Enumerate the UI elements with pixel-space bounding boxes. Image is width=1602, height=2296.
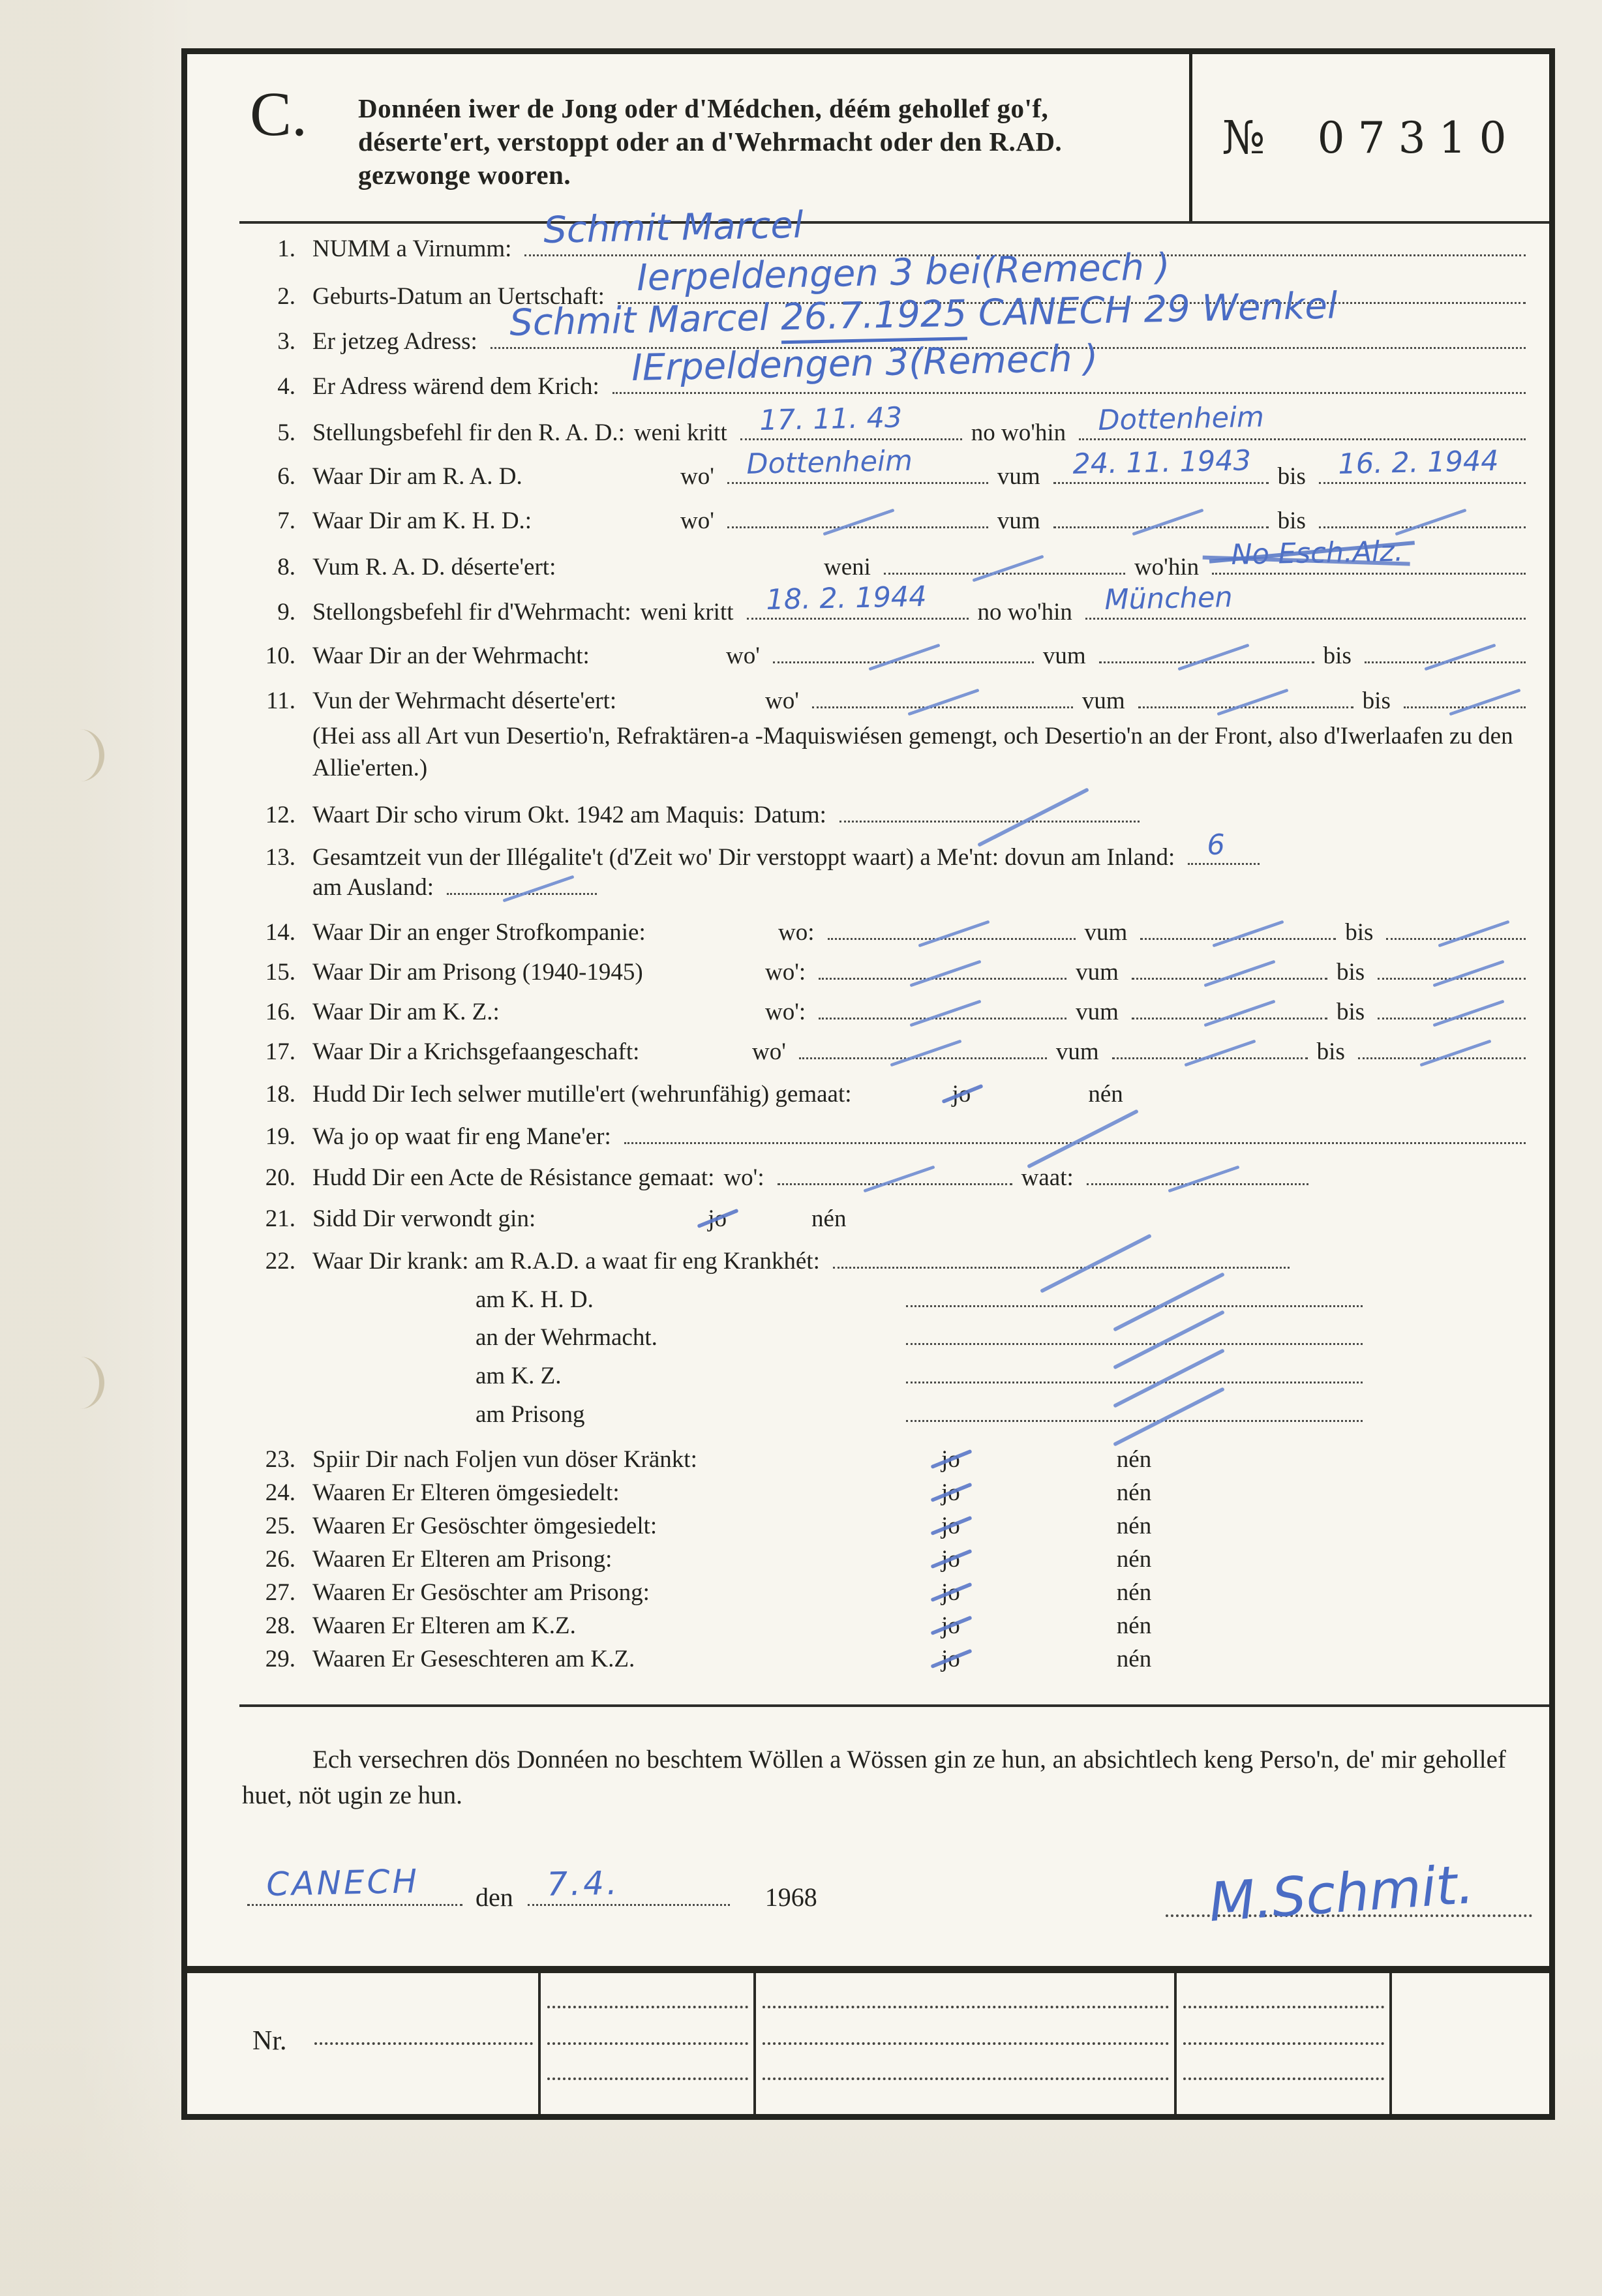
fill-line[interactable]: [1079, 400, 1526, 440]
dash-mark: [972, 555, 1044, 582]
fill-line[interactable]: [1319, 517, 1526, 528]
fill-line[interactable]: [1053, 444, 1269, 484]
item-number: 20.: [265, 1164, 295, 1191]
dash-mark: [1184, 1039, 1256, 1066]
item-label: Stellungsbefehl fir den R. A. D.:: [312, 419, 625, 446]
declaration-text: Ech versechren dös Donnéen no beschtem Wöllen a Wössen gin ze hun, an absichtlech keng Perso'n, de' mir gehollef huet, nöt ugin ze hun.: [242, 1745, 1506, 1809]
item-label: Vun der Wehrmacht déserte'ert:: [312, 687, 617, 715]
form-item-row: [238, 1646, 1535, 1674]
choice-jo[interactable]: jo: [941, 1446, 960, 1473]
fill-line[interactable]: [1319, 444, 1526, 484]
item-label: bis: [1277, 462, 1306, 490]
dash-mark: [890, 1039, 961, 1066]
form-item-row: [476, 1324, 1535, 1352]
handwritten-value: 18. 2. 1944: [765, 581, 927, 617]
item-label: Hudd Dir Iech selwer mutille'ert (wehrunfähig) gemaat:: [312, 1080, 852, 1108]
dash-mark: [907, 688, 979, 716]
handwritten-part: CANECH 29 Wenkel: [966, 284, 1338, 335]
slash-mark: [977, 787, 1089, 847]
item-label: Er jetzeg Adress:: [312, 327, 477, 355]
table-fill-line[interactable]: [547, 2042, 748, 2045]
item-number: 3.: [277, 327, 295, 355]
item-label: Waar Dir am K. H. D.:: [312, 507, 532, 535]
form-item-row: [238, 959, 1535, 987]
item-label: Waar Dir a Krichsgefaangeschaft:: [312, 1038, 640, 1066]
fill-line[interactable]: [727, 517, 988, 528]
item-label: Er Adress wärend dem Krich:: [312, 372, 599, 400]
dash-mark: [864, 1165, 935, 1192]
choice-nen[interactable]: nén: [1116, 1612, 1152, 1639]
dash-mark: [918, 920, 990, 948]
fill-line[interactable]: [778, 1174, 1012, 1185]
table-fill-line[interactable]: [314, 2042, 533, 2045]
fill-line[interactable]: [1132, 969, 1327, 980]
item-label: Waar Dir am R. A. D.: [312, 462, 522, 490]
fill-line[interactable]: [906, 1411, 1363, 1422]
handwritten-value: 6: [1207, 828, 1226, 862]
fill-line[interactable]: [1087, 1174, 1308, 1185]
item-label: waat:: [1021, 1164, 1074, 1191]
punch-hole-bottom: [56, 1357, 104, 1409]
fill-line[interactable]: [819, 1008, 1066, 1020]
item-label: Geburts-Datum an Uertschaft:: [312, 282, 605, 310]
item-label: wo': [680, 507, 714, 535]
table-fill-line[interactable]: [1183, 2077, 1384, 2080]
form-frame: [181, 48, 1555, 2120]
registry-table: [187, 1966, 1549, 2114]
fill-line[interactable]: [884, 564, 1125, 575]
dash-mark: [1395, 509, 1466, 536]
table-divider: [538, 1973, 541, 2114]
item-label: wo':: [765, 999, 806, 1026]
choice-nen[interactable]: nén: [1116, 1446, 1152, 1473]
fill-line[interactable]: [799, 1048, 1047, 1059]
fill-line[interactable]: [906, 1296, 1363, 1307]
table-fill-line[interactable]: [763, 2077, 1169, 2080]
form-item-row: [238, 919, 1535, 947]
item-label: no wo'hin: [971, 419, 1066, 446]
item-number: 10.: [265, 642, 295, 670]
section-letter: C.: [250, 79, 308, 149]
handwritten-date: 7.4.: [546, 1864, 620, 1903]
item-label: vum: [1084, 919, 1128, 946]
fill-line[interactable]: [1212, 535, 1526, 575]
table-fill-line[interactable]: [1183, 2006, 1384, 2008]
slash-mark: [1113, 1272, 1225, 1332]
item-label: Waaren Er Gesöschter ömgesiedelt:: [312, 1512, 657, 1539]
form-item-row: [238, 1123, 1535, 1151]
item-label: wo'hin: [1134, 554, 1200, 581]
handwritten-value: IErpeldengen 3(Remech ): [631, 337, 1098, 389]
item-number: 13.: [265, 843, 295, 871]
item-number: 2.: [277, 282, 295, 310]
dash-mark: [1438, 920, 1510, 948]
item-label: weni: [824, 554, 871, 581]
item-number: 21.: [265, 1205, 295, 1232]
form-item-row: [238, 400, 1535, 447]
fill-line[interactable]: [624, 1133, 1526, 1144]
item-number: 23.: [265, 1446, 295, 1473]
handwritten-signature: M.Schmit.: [1207, 1853, 1476, 1934]
item-label: Vum R. A. D. déserte'ert:: [312, 554, 556, 581]
item-number: 22.: [265, 1247, 295, 1275]
item-label: Waar Dir am Prisong (1940-1945): [312, 959, 643, 986]
form-item-row: [312, 874, 1535, 902]
choice-jo[interactable]: jo: [941, 1645, 960, 1672]
handwritten-value: 24. 11. 1943: [1072, 444, 1252, 481]
form-item-row: [238, 1205, 1535, 1233]
item-label: Waar Dir an enger Strofkompanie:: [312, 919, 646, 946]
choice-jo[interactable]: jo: [708, 1205, 727, 1232]
item-label: Waart Dir scho virum Okt. 1942 am Maquis:: [312, 801, 745, 828]
table-fill-line[interactable]: [763, 2042, 1169, 2045]
handwritten-value: Ierpeldengen 3 bei(Remech ): [636, 245, 1171, 299]
slash-mark: [1027, 1109, 1139, 1169]
form-item-row: [238, 1038, 1535, 1066]
dash-mark: [1168, 1165, 1239, 1192]
table-divider: [1389, 1973, 1392, 2114]
form-item-row: [476, 1401, 1535, 1429]
item-label: vum: [1055, 1038, 1099, 1066]
table-divider: [753, 1973, 756, 2114]
dash-mark: [909, 1000, 981, 1027]
dash-mark: [1203, 960, 1275, 988]
form-item-row: [238, 535, 1535, 582]
form-item-row: [476, 1286, 1535, 1314]
item-number: 17.: [265, 1038, 295, 1066]
form-item-row: [238, 1248, 1535, 1276]
form-item-row: [238, 1546, 1535, 1574]
item-number: 26.: [265, 1545, 295, 1573]
item-label: bis: [1277, 507, 1306, 535]
item-label: am K. H. D.: [476, 1286, 594, 1313]
handwritten-place: CANECH: [265, 1862, 420, 1903]
item-label: NUMM a Virnumm:: [312, 235, 512, 262]
handwritten-value: No Esch.Alz.: [1231, 535, 1404, 572]
fill-line[interactable]: [1053, 517, 1269, 528]
choice-nen[interactable]: nén: [1116, 1645, 1152, 1672]
item-note: (Hei ass all Art vun Desertio'n, Refraktären-a -Maquiswiésen gemengt, och Desertio'n an der Front, also d'Iwerlaafen zu den Allie'erten.): [312, 722, 1513, 781]
item-number: 15.: [265, 959, 295, 986]
form-item-row: [238, 507, 1535, 536]
item-label: vum: [1042, 642, 1086, 670]
item-label: an der Wehrmacht.: [476, 1324, 657, 1352]
fill-line[interactable]: [773, 652, 1034, 663]
item-label: bis: [1345, 919, 1374, 946]
choice-jo[interactable]: jo: [941, 1512, 960, 1539]
form-item-row: [238, 444, 1535, 491]
slash-mark: [1040, 1233, 1152, 1293]
item-label: vum: [1081, 687, 1125, 715]
item-label: bis: [1323, 642, 1352, 670]
item-number: 24.: [265, 1479, 295, 1507]
item-label: vum: [997, 507, 1040, 535]
item-label: weni kritt: [640, 599, 734, 626]
fill-line[interactable]: [1378, 969, 1526, 980]
footer-divider: [239, 1704, 1549, 1707]
dash-mark: [502, 875, 574, 903]
form-item-row: [238, 1446, 1535, 1474]
fill-line[interactable]: [906, 1334, 1363, 1345]
dash-mark: [868, 644, 940, 671]
punch-hole-top: [56, 729, 104, 781]
item-label: Waaren Er Gesöschter am Prisong:: [312, 1578, 650, 1606]
item-label: bis: [1336, 959, 1365, 986]
item-label: bis: [1316, 1038, 1345, 1066]
form-item-row: [238, 687, 1535, 716]
item-number: 4.: [277, 372, 295, 400]
den-label: den: [476, 1882, 513, 1912]
form-item-row: [238, 828, 1535, 872]
nr-label: Nr.: [252, 2026, 287, 2056]
signature-area: [1166, 1826, 1532, 1934]
year-label: 1968: [764, 1882, 817, 1912]
item-label: Spiir Dir nach Foljen vun döser Kränkt:: [312, 1446, 697, 1473]
item-label: weni kritt: [633, 419, 727, 446]
item-label: Waar Dir krank: am R.A.D. a waat fir eng Krankhét:: [312, 1247, 820, 1275]
form-item-row: [238, 1612, 1535, 1640]
table-fill-line[interactable]: [547, 2077, 748, 2080]
place-field[interactable]: [247, 1862, 462, 1906]
item-label: wo': [680, 462, 714, 490]
fill-line[interactable]: [1140, 929, 1336, 940]
fill-line[interactable]: [1404, 697, 1526, 708]
dash-mark: [1432, 1000, 1504, 1027]
table-fill-line[interactable]: [547, 2006, 748, 2008]
dash-mark: [1178, 644, 1250, 671]
item-label: wo:: [778, 919, 815, 946]
fill-line[interactable]: [839, 811, 1140, 823]
item-label: am Prisong: [476, 1401, 585, 1428]
choice-nen[interactable]: nén: [1116, 1512, 1152, 1539]
choice-jo[interactable]: jo: [941, 1612, 960, 1639]
fill-line[interactable]: [906, 1372, 1363, 1383]
dash-mark: [1203, 1000, 1275, 1027]
fill-line[interactable]: [747, 581, 969, 620]
dash-mark: [823, 509, 894, 536]
dash-mark: [1420, 1039, 1492, 1066]
item-label: wo':: [765, 959, 806, 986]
fill-line[interactable]: [1378, 1008, 1526, 1020]
choice-nen[interactable]: nén: [1116, 1545, 1152, 1573]
dash-mark: [1424, 644, 1496, 671]
numero-sign: №: [1222, 111, 1265, 164]
item-number: 18.: [265, 1080, 295, 1108]
item-number: 28.: [265, 1612, 295, 1639]
choice-jo[interactable]: jo: [941, 1479, 960, 1507]
item-label: no wo'hin: [977, 599, 1072, 626]
handwritten-value: Dottenheim: [1098, 400, 1265, 437]
choice-jo[interactable]: jo: [952, 1080, 971, 1108]
date-line: [242, 1862, 826, 1912]
fill-line[interactable]: [1132, 1008, 1327, 1020]
form-item-row: [238, 1081, 1535, 1109]
item-label: Waaren Er Elteren ömgesiedelt:: [312, 1479, 620, 1507]
dash-mark: [1432, 960, 1504, 988]
item-label: am Ausland:: [312, 874, 434, 901]
item-number: 11.: [266, 687, 295, 715]
dash-mark: [1449, 688, 1521, 716]
choice-jo[interactable]: jo: [941, 1578, 960, 1606]
item-label: Stellongsbefehl fir d'Wehrmacht:: [312, 599, 631, 626]
handwritten-value: Dottenheim: [746, 444, 913, 481]
dash-mark: [1213, 920, 1284, 948]
fill-line[interactable]: [833, 1258, 1290, 1269]
item-number: 5.: [277, 419, 295, 446]
form-item-row: [238, 802, 1535, 830]
form-items: [238, 204, 1535, 1673]
item-number: 12.: [265, 801, 295, 828]
item-label: Wa jo op waat fir eng Mane'er:: [312, 1123, 611, 1150]
item-label: vum: [1076, 999, 1119, 1026]
form-number-value: 07310: [1317, 112, 1520, 163]
item-number: 1.: [277, 235, 295, 262]
item-number: 6.: [277, 462, 295, 490]
form-item-row: [238, 642, 1535, 671]
item-label: wo': [765, 687, 799, 715]
item-number: 27.: [265, 1578, 295, 1606]
handwritten-value: München: [1104, 581, 1233, 617]
fill-line[interactable]: [740, 401, 962, 440]
item-label: Hudd Dir een Acte de Résistance gemaat:: [312, 1164, 715, 1191]
choice-nen[interactable]: nén: [1116, 1578, 1152, 1606]
item-number: 19.: [265, 1123, 295, 1150]
item-number: 14.: [265, 919, 295, 946]
item-label: Sidd Dir verwondt gin:: [312, 1205, 536, 1232]
form-header-description: Donnéen iwer de Jong oder d'Médchen, déém gehollef go'f, déserte'ert, verstoppt oder an d'Wehrmacht oder den R.AD. gezwonge wooren.: [358, 93, 1063, 190]
form-item-row: [238, 581, 1535, 627]
table-fill-line[interactable]: [1183, 2042, 1384, 2045]
fill-line[interactable]: [1138, 697, 1353, 708]
date-field[interactable]: [528, 1864, 730, 1906]
item-number: 7.: [277, 507, 295, 535]
item-label: Waaren Er Elteren am Prisong:: [312, 1545, 612, 1573]
fill-line[interactable]: [1099, 652, 1314, 663]
item-label: Waar Dir an der Wehrmacht:: [312, 642, 590, 670]
handwritten-value: 17. 11. 43: [759, 401, 903, 437]
item-label: wo':: [723, 1164, 764, 1191]
item-number: 8.: [277, 554, 295, 581]
choice-nen[interactable]: nén: [1088, 1080, 1123, 1108]
item-label: am K. Z.: [476, 1363, 562, 1390]
fill-line[interactable]: [812, 697, 1073, 708]
handwritten-part: Schmit Marcel: [509, 296, 781, 344]
item-label: wo': [752, 1038, 786, 1066]
item-label: vum: [1076, 959, 1119, 986]
fill-line[interactable]: [727, 444, 988, 484]
item-label: bis: [1362, 687, 1391, 715]
form-item-row: [238, 1579, 1535, 1607]
dash-mark: [1132, 509, 1204, 536]
fill-line[interactable]: [447, 884, 597, 895]
handwritten-value: 16. 2. 1944: [1337, 444, 1499, 481]
item-label: Waar Dir am K. Z.:: [312, 999, 500, 1026]
fill-line[interactable]: [1386, 929, 1526, 940]
fill-line[interactable]: [1188, 828, 1260, 865]
dash-mark: [909, 960, 981, 988]
item-number: 25.: [265, 1512, 295, 1539]
fill-line[interactable]: [819, 969, 1066, 980]
fill-line[interactable]: [828, 929, 1076, 940]
header-divider: [239, 221, 1549, 224]
handwritten-part: 26.7.1925: [780, 292, 967, 344]
item-label: vum: [997, 462, 1040, 490]
handwritten-value: Schmit Marcel: [543, 204, 804, 252]
item-label: bis: [1336, 999, 1365, 1026]
item-label: Waaren Er Elteren am K.Z.: [312, 1612, 576, 1639]
item-label: Waaren Er Geseschteren am K.Z.: [312, 1645, 635, 1672]
form-item-row: [238, 1479, 1535, 1507]
fill-line[interactable]: [1358, 1048, 1526, 1059]
table-divider: [1174, 1973, 1177, 2114]
choice-nen[interactable]: nén: [1116, 1479, 1152, 1507]
fill-line[interactable]: [1365, 652, 1526, 663]
item-label: Gesamtzeit vun der Illégalite't (d'Zeit wo' Dir verstoppt waart) a Me'nt: dovun am Inland:: [312, 843, 1175, 871]
form-number-box: [1189, 54, 1549, 221]
item-number: 16.: [265, 999, 295, 1026]
table-fill-line[interactable]: [763, 2006, 1169, 2008]
choice-jo[interactable]: jo: [941, 1545, 960, 1573]
choice-nen[interactable]: nén: [811, 1205, 847, 1232]
form-item-row: [238, 1513, 1535, 1541]
form-item-row: [238, 999, 1535, 1027]
form-item-row: [476, 1363, 1535, 1391]
form-item-row: [238, 1164, 1535, 1192]
fill-line[interactable]: [612, 337, 1526, 394]
item-number: 29.: [265, 1645, 295, 1672]
dash-mark: [1217, 688, 1289, 716]
item-label: wo': [726, 642, 760, 670]
fill-line[interactable]: [1085, 581, 1526, 620]
fill-line[interactable]: [1112, 1048, 1308, 1059]
item-number: 9.: [277, 599, 295, 626]
item-label: Datum:: [753, 801, 826, 828]
